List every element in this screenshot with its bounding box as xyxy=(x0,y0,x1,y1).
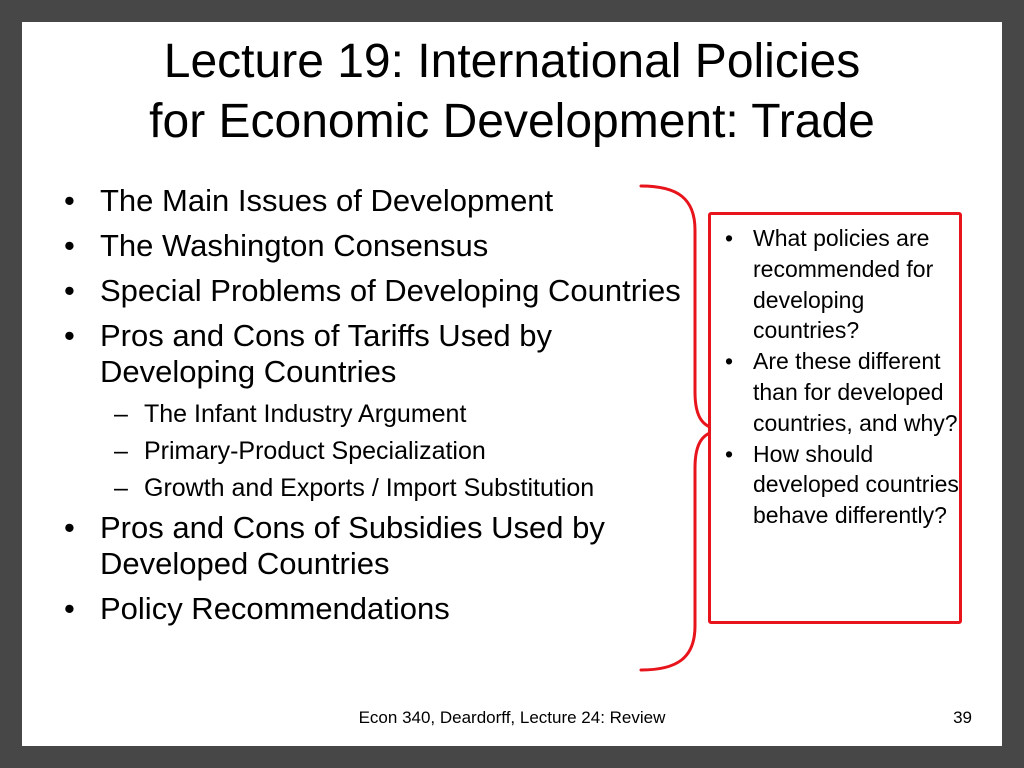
slide-title-line-1: Lecture 19: International Policies xyxy=(163,35,861,88)
slide-title-line-2: for Economic Development: Trade xyxy=(149,95,875,148)
callout-box xyxy=(708,212,962,624)
callout-item-behave: • How should developed countries behave differently? xyxy=(711,439,961,531)
bullet-tariffs: • Pros and Cons of Tariffs Used by Developing Countries xyxy=(54,318,694,390)
bullet-special-problems: • Special Problems of Developing Countries xyxy=(54,273,694,309)
callout-item-different: • Are these different than for developed countries, and why? xyxy=(711,346,961,438)
footer-text: Econ 340, Deardorff, Lecture 24: Review xyxy=(358,708,666,727)
main-bullet-list xyxy=(54,183,694,636)
bullet-policy-recommendations: • Policy Recommendations xyxy=(54,591,694,627)
slide-title xyxy=(22,32,1002,152)
sub-bullet-infant-industry: – The Infant Industry Argument xyxy=(54,399,694,430)
bullet-subsidies: • Pros and Cons of Subsidies Used by Developed Countries xyxy=(54,510,694,582)
bullet-main-issues: • The Main Issues of Development xyxy=(54,183,694,219)
page-number: 39 xyxy=(953,708,972,727)
callout-list xyxy=(711,223,961,531)
callout-item-policies: • What policies are recommended for developing countries? xyxy=(711,223,961,346)
sub-bullet-growth-exports: – Growth and Exports / Import Substitution xyxy=(54,473,694,504)
curly-brace-icon xyxy=(637,182,717,672)
slide xyxy=(22,22,1002,746)
sub-bullet-primary-product: – Primary-Product Specialization xyxy=(54,436,694,467)
bullet-washington-consensus: • The Washington Consensus xyxy=(54,228,694,264)
